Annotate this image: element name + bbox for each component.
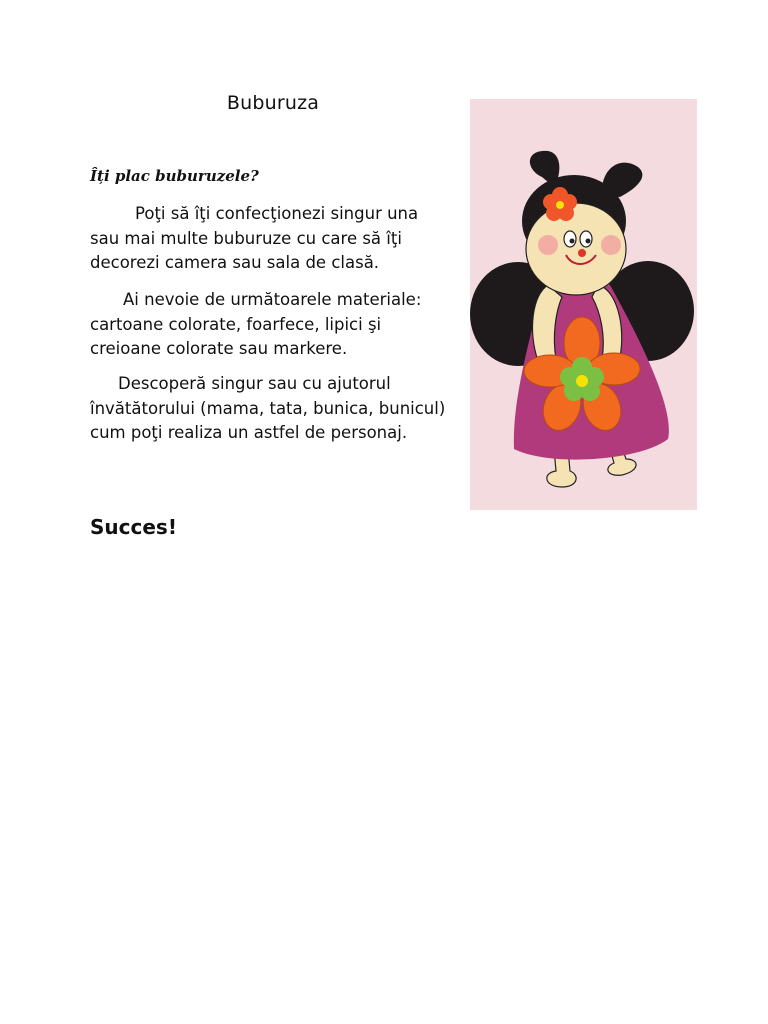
ladybug-craft-image <box>470 99 697 510</box>
ladybug-illustration <box>470 99 697 510</box>
left-pupil <box>570 239 575 244</box>
left-eye <box>564 231 576 247</box>
paragraph-materials: Ai nevoie de următoarele materiale: cartoane colorate, foarfece, lipici şi creioane colorate sau markere. <box>90 290 422 358</box>
right-eye <box>580 231 592 247</box>
right-pupil <box>586 239 591 244</box>
closing-text: Succes! <box>90 515 177 539</box>
paragraph-discover: Descoperă singur sau cu ajutorul învătătorului (mama, tata, bunica, bunicul) cum poţi realiza un astfel de personaj. <box>90 374 446 442</box>
paragraph-intro: Poţi să îţi confecţionezi singur una sau mai multe buburuze cu care să îţi decorezi camera sau sala de clasă. <box>90 204 419 272</box>
left-cheek <box>538 235 558 255</box>
page-title: Buburuza <box>226 92 320 114</box>
nose <box>578 249 586 257</box>
right-cheek <box>601 235 621 255</box>
subtitle: Îți plac buburuzele? <box>90 167 259 185</box>
